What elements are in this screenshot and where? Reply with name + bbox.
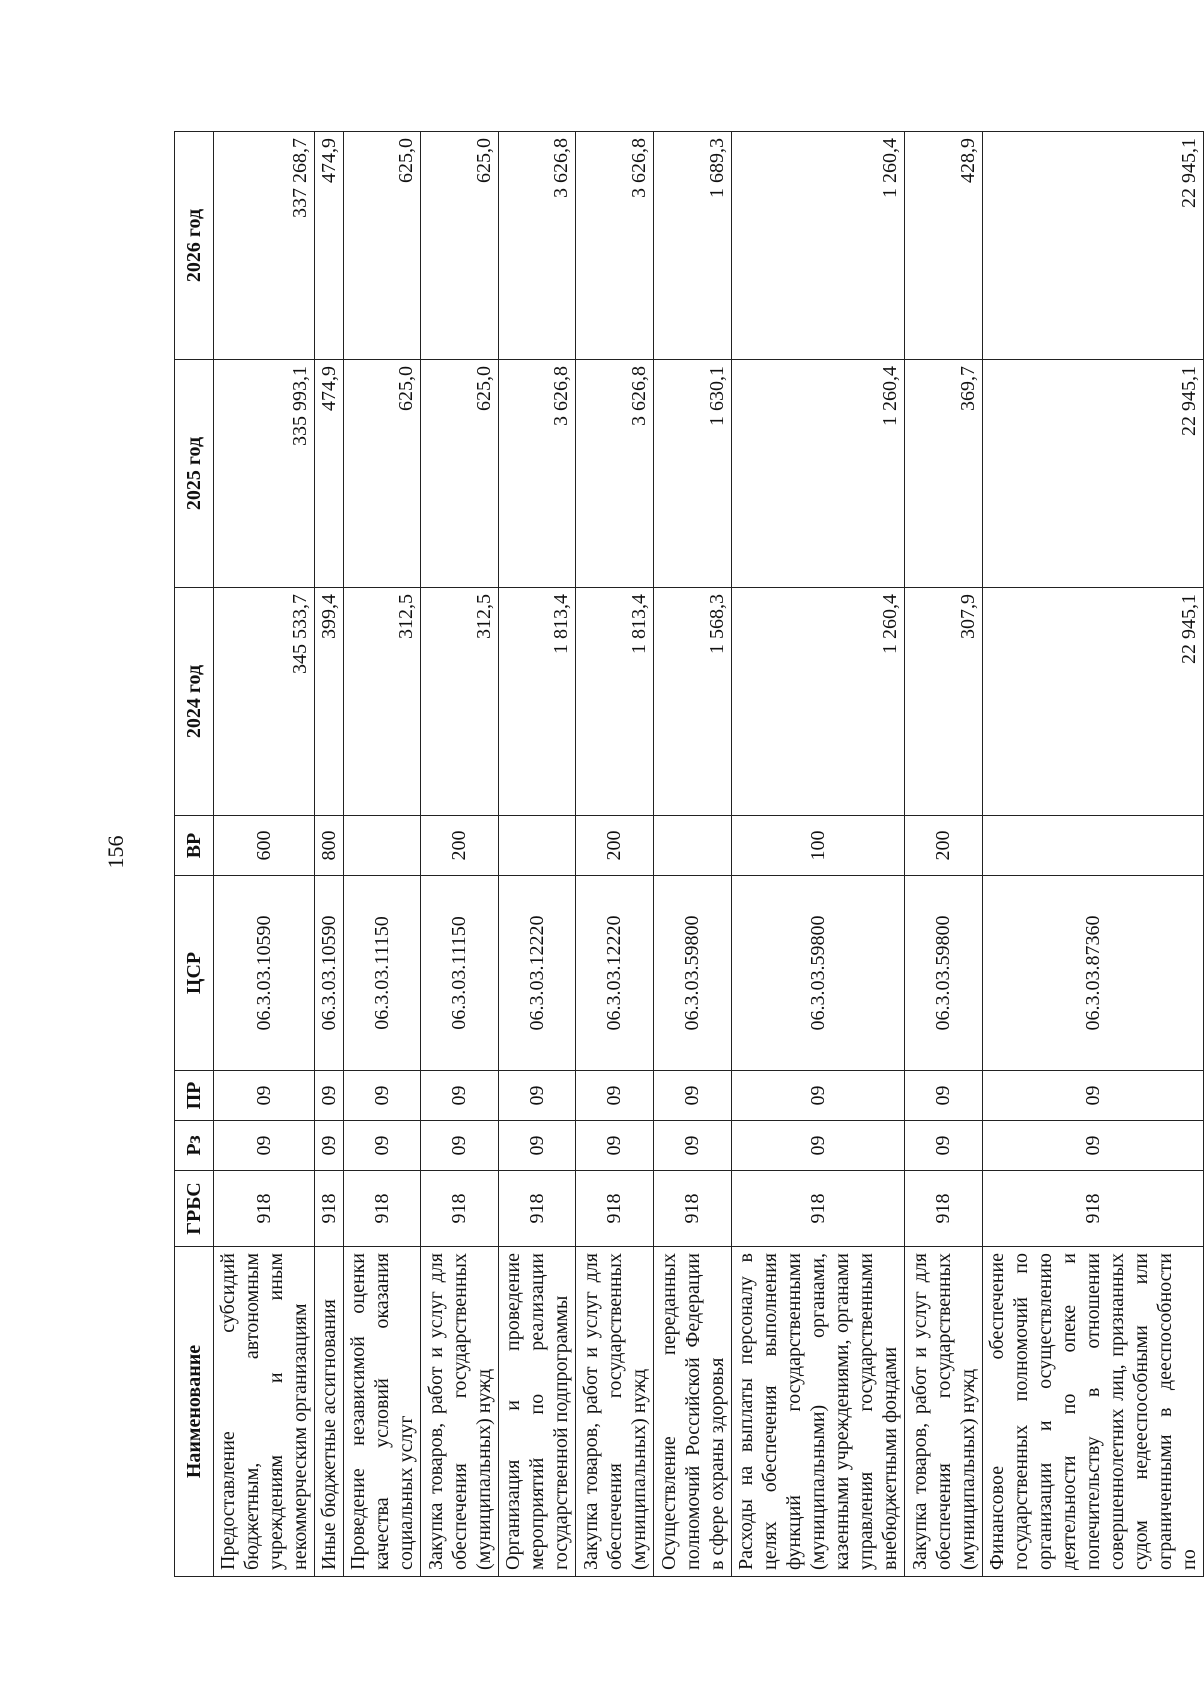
cell-rz: 09 [214,1121,315,1171]
cell-2024: 399,4 [315,588,344,816]
cell-rz: 09 [905,1121,983,1171]
cell-2025: 625,0 [344,360,421,588]
cell-rz: 09 [421,1121,499,1171]
cell-rz: 09 [654,1121,732,1171]
table-row [344,132,421,1577]
cell-2025: 625,0 [421,360,499,588]
table-row [576,132,654,1577]
header-grbs: ГРБС [175,1171,214,1247]
table-row [315,132,344,1577]
cell-csr: 06.3.03.10590 [214,876,315,1071]
header-rz: Рз [175,1121,214,1171]
cell-grbs: 918 [315,1171,344,1247]
cell-2025: 335 993,1 [214,360,315,588]
cell-2025: 3 626,8 [499,360,576,588]
cell-pr: 09 [344,1071,421,1121]
cell-2024: 345 533,7 [214,588,315,816]
cell-vr: 200 [576,816,654,876]
cell-grbs: 918 [576,1171,654,1247]
cell-name: Предоставление субсидий бюджетным, автономным учреждениям и иным некоммерческим организациям [214,1247,315,1577]
cell-pr: 09 [983,1071,1204,1121]
header-2026: 2026 год [175,132,214,360]
cell-2025: 369,7 [905,360,983,588]
cell-2026: 1 260,4 [732,132,905,360]
cell-name: Осуществление переданных полномочий Российской Федерации в сфере охраны здоровья [654,1247,732,1577]
cell-csr: 06.3.03.59800 [905,876,983,1071]
cell-vr: 200 [905,816,983,876]
cell-grbs: 918 [499,1171,576,1247]
cell-rz: 09 [315,1121,344,1171]
cell-rz: 09 [344,1121,421,1171]
cell-rz: 09 [732,1121,905,1171]
budget-table [174,131,1204,1577]
cell-2024: 1 568,3 [654,588,732,816]
cell-2024: 312,5 [421,588,499,816]
cell-2025: 1 260,4 [732,360,905,588]
cell-pr: 09 [732,1071,905,1121]
cell-2026: 474,9 [315,132,344,360]
cell-vr [983,816,1204,876]
cell-2025: 1 630,1 [654,360,732,588]
cell-vr [499,816,576,876]
cell-pr: 09 [421,1071,499,1121]
cell-2024: 1 260,4 [732,588,905,816]
cell-2024: 307,9 [905,588,983,816]
cell-2026: 428,9 [905,132,983,360]
header-2025: 2025 год [175,360,214,588]
table-row [214,132,315,1577]
table-header-row [175,132,214,1577]
cell-vr [654,816,732,876]
cell-csr: 06.3.03.87360 [983,876,1204,1071]
cell-vr [344,816,421,876]
cell-grbs: 918 [983,1171,1204,1247]
cell-csr: 06.3.03.59800 [732,876,905,1071]
cell-2026: 625,0 [421,132,499,360]
cell-pr: 09 [315,1071,344,1121]
cell-pr: 09 [576,1071,654,1121]
rotated-table-frame [174,132,1200,1577]
cell-name: Проведение независимой оценки качества условий оказания социальных услуг [344,1247,421,1577]
cell-pr: 09 [654,1071,732,1121]
table-row [654,132,732,1577]
cell-2026: 22 945,1 [983,132,1204,360]
cell-name: Финансовое обеспечение государственных полномочий по организации и осуществлению деятельности по опеке и попечительству в отношении совершеннолетних лиц, признанных судом недееспособными или ограниченными в дееспособности по [983,1247,1204,1577]
cell-rz: 09 [576,1121,654,1171]
table-row [732,132,905,1577]
table-row [983,132,1204,1577]
header-pr: ПР [175,1071,214,1121]
table-row [905,132,983,1577]
rotated-table-content [174,132,1200,1577]
cell-grbs: 918 [344,1171,421,1247]
cell-grbs: 918 [214,1171,315,1247]
table-row [421,132,499,1577]
cell-name: Расходы на выплаты персоналу в целях обеспечения выполнения функций государственными (муниципальными) органами, казенными учреждениями, органами управления государственными внебюджетными фондами [732,1247,905,1577]
cell-name: Иные бюджетные ассигнования [315,1247,344,1577]
page-number: 156 [103,835,128,869]
cell-grbs: 918 [421,1171,499,1247]
cell-csr: 06.3.03.10590 [315,876,344,1071]
header-name: Наименование [175,1247,214,1577]
table-row [499,132,576,1577]
cell-vr: 200 [421,816,499,876]
cell-2025: 3 626,8 [576,360,654,588]
cell-csr: 06.3.03.12220 [499,876,576,1071]
cell-2026: 625,0 [344,132,421,360]
cell-vr: 800 [315,816,344,876]
cell-name: Организация и проведение мероприятий по реализации государственной подпрограммы [499,1247,576,1577]
cell-vr: 600 [214,816,315,876]
header-2024: 2024 год [175,588,214,816]
cell-name: Закупка товаров, работ и услуг для обеспечения государственных (муниципальных) нужд [576,1247,654,1577]
cell-name: Закупка товаров, работ и услуг для обеспечения государственных (муниципальных) нужд [905,1247,983,1577]
cell-csr: 06.3.03.59800 [654,876,732,1071]
cell-2026: 1 689,3 [654,132,732,360]
cell-rz: 09 [499,1121,576,1171]
cell-2026: 3 626,8 [499,132,576,360]
cell-grbs: 918 [654,1171,732,1247]
cell-2025: 474,9 [315,360,344,588]
cell-pr: 09 [214,1071,315,1121]
cell-rz: 09 [983,1121,1204,1171]
header-vr: ВР [175,816,214,876]
cell-2024: 22 945,1 [983,588,1204,816]
cell-vr: 100 [732,816,905,876]
cell-2024: 312,5 [344,588,421,816]
cell-2026: 337 268,7 [214,132,315,360]
cell-csr: 06.3.03.12220 [576,876,654,1071]
cell-name: Закупка товаров, работ и услуг для обеспечения государственных (муниципальных) нужд [421,1247,499,1577]
cell-2024: 1 813,4 [499,588,576,816]
header-csr: ЦСР [175,876,214,1071]
cell-pr: 09 [499,1071,576,1121]
cell-csr: 06.3.03.11150 [421,876,499,1071]
cell-2026: 3 626,8 [576,132,654,360]
cell-2025: 22 945,1 [983,360,1204,588]
cell-pr: 09 [905,1071,983,1121]
cell-csr: 06.3.03.11150 [344,876,421,1071]
cell-grbs: 918 [905,1171,983,1247]
cell-2024: 1 813,4 [576,588,654,816]
cell-grbs: 918 [732,1171,905,1247]
